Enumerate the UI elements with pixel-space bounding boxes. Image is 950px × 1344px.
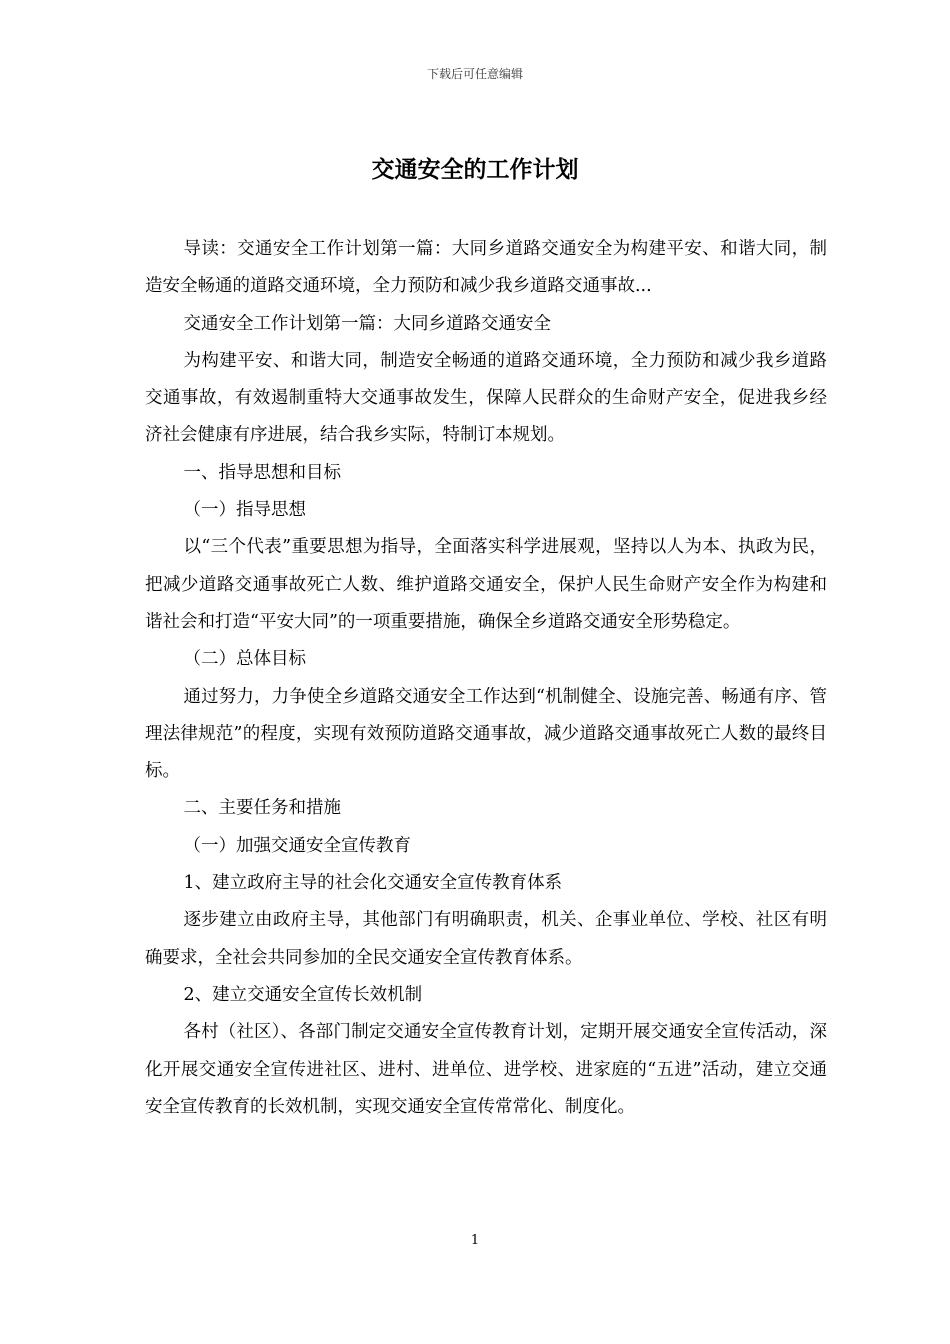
- subsection-heading-1-1: （一）指导思想: [183, 500, 306, 521]
- subsection-heading-1-2: （二）总体目标: [183, 649, 306, 670]
- page-number: 1: [470, 1233, 480, 1248]
- document-title: 交通安全的工作计划: [371, 156, 579, 183]
- paragraph-intro: 导读：交通安全工作计划第一篇：大同乡道路交通安全为构建平安、和谐大同，制造安全畅通的道路交通环境，全力预防和减少我乡道路交通事故...: [145, 239, 827, 297]
- paragraph-subtitle: 交通安全工作计划第一篇：大同乡道路交通安全: [183, 313, 551, 334]
- paragraph-mechanism: 各村（社区）、各部门制定交通安全宣传教育计划，定期开展交通安全宣传活动，深化开展交通安全宣传进社区、进村、进单位、进学校、进家庭的“五进”活动，建立交通安全宣传教育的长效机制，实现交通安全宣传常常化、制度化。: [145, 1022, 827, 1117]
- paragraph-purpose: 为构建平安、和谐大同，制造安全畅通的道路交通环境，全力预防和减少我乡道路交通事故，有效遏制重特大交通事故发生，保障人民群众的生命财产安全，促进我乡经济社会健康有序进展，结合我乡实际，特制订本规划。: [145, 350, 827, 446]
- paragraph-guiding-idea: 以“三个代表”重要思想为指导，全面落实科学进展观，坚持以人为本、执政为民，把减少道路交通事故死亡人数、维护道路交通安全，保护人民生命财产安全作为构建和谐社会和打造“平安大同”的一项重要措施，确保全乡道路交通安全形势稳定。: [145, 537, 827, 632]
- paragraph-system: 逐步建立由政府主导，其他部门有明确职责，机关、企事业单位、学校、社区有明确要求，全社会共同参加的全民交通安全宣传教育体系。: [145, 910, 827, 968]
- item-heading-1: 1、建立政府主导的社会化交通安全宣传教育体系: [183, 873, 563, 894]
- section-heading-2: 二、主要任务和措施: [183, 798, 341, 819]
- subsection-heading-2-1: （一）加强交通安全宣传教育: [183, 835, 411, 856]
- document-body: [145, 231, 827, 1126]
- paragraph-overall-goal: 通过努力，力争使全乡道路交通安全工作达到“机制健全、设施完善、畅通有序、管理法律规范”的程度，实现有效预防道路交通事故，减少道路交通事故死亡人数的最终目标。: [145, 686, 827, 782]
- item-heading-2: 2、建立交通安全宣传长效机制: [183, 984, 423, 1005]
- header-note: 下载后可任意编辑: [426, 67, 523, 81]
- section-heading-1: 一、指导思想和目标: [183, 462, 341, 483]
